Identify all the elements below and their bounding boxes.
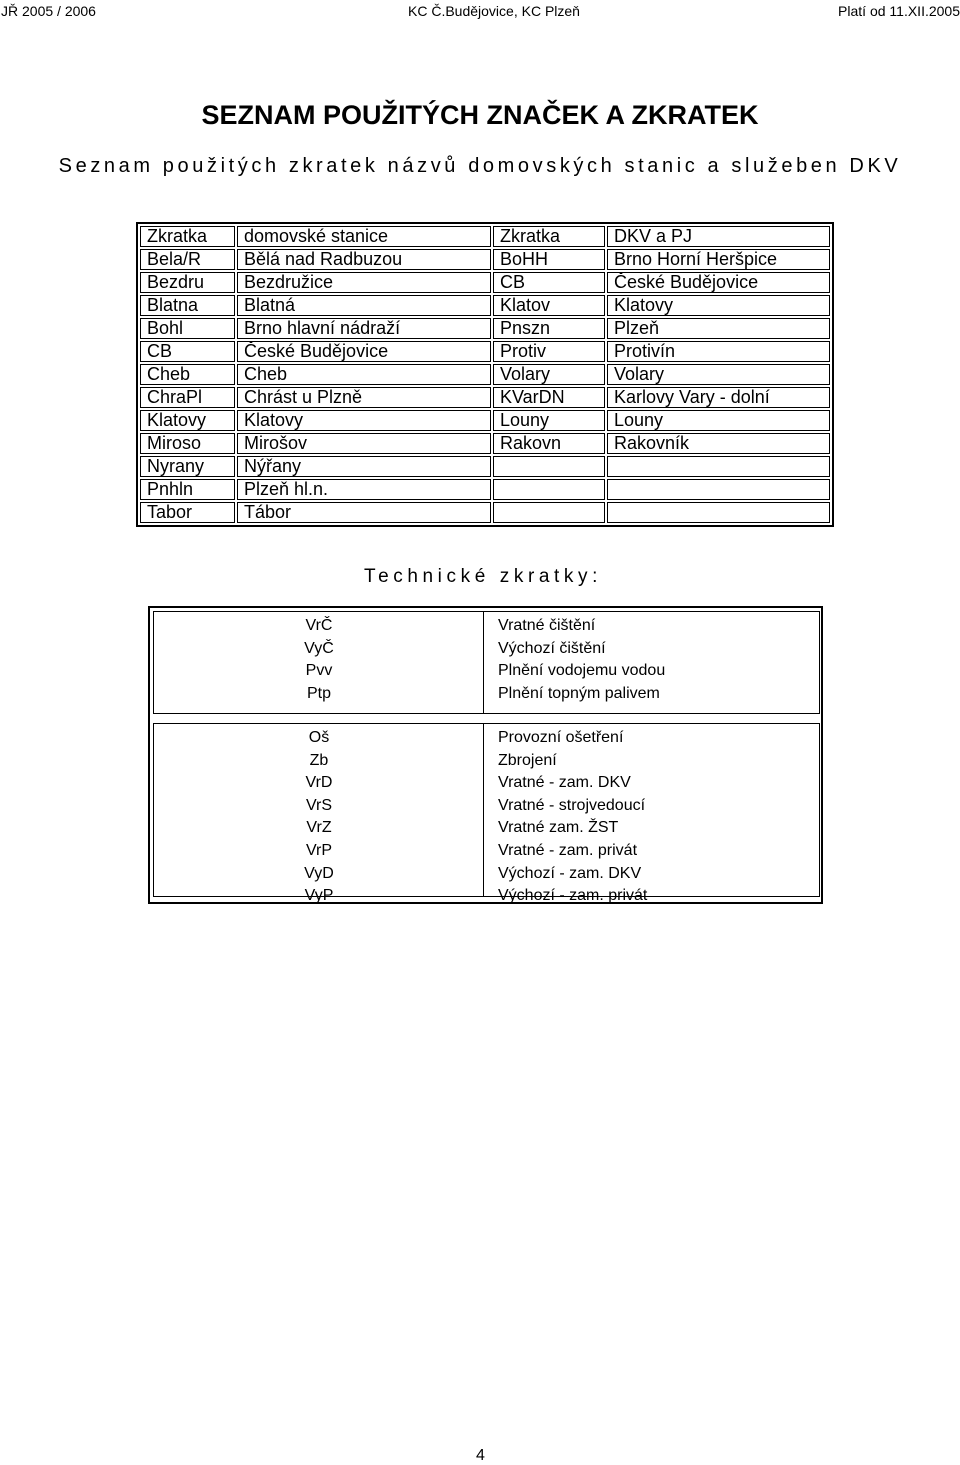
table-cell: Cheb <box>140 364 235 385</box>
list-item <box>154 840 819 862</box>
abbreviation-code: VrD <box>305 774 333 792</box>
table-cell <box>607 479 830 500</box>
table-row <box>140 479 830 500</box>
table-cell: Bezdružice <box>237 272 491 293</box>
table-row <box>140 295 830 316</box>
list-item <box>154 795 819 817</box>
abbreviation-description: Vratné - strojvedoucí <box>498 796 646 814</box>
table-cell: CB <box>140 341 235 362</box>
table-cell: KVarDN <box>493 387 605 408</box>
table-cell: Blatná <box>237 295 491 316</box>
table-row <box>140 387 830 408</box>
table-cell: Bělá nad Radbuzou <box>237 249 491 270</box>
table-row <box>140 341 830 362</box>
table-row <box>140 433 830 454</box>
column-header: domovské stanice <box>237 226 491 247</box>
table-cell: Klatovy <box>607 295 830 316</box>
table-row <box>140 272 830 293</box>
abbreviation-description: Zbrojení <box>498 751 557 769</box>
technical-abbreviations-box <box>148 606 823 904</box>
abbreviation-table <box>136 222 834 527</box>
header-center: KC Č.Budějovice, KC Plzeň <box>408 3 580 19</box>
table-cell: BoHH <box>493 249 605 270</box>
abbreviation-code: Pvv <box>305 662 333 680</box>
table-header-row <box>140 226 830 247</box>
list-item <box>154 660 819 682</box>
table-cell: Chrást u Plzně <box>237 387 491 408</box>
table-cell <box>607 456 830 477</box>
table-cell: Rakovník <box>607 433 830 454</box>
abbreviation-description: Plnění vodojemu vodou <box>498 662 666 680</box>
table-cell: Cheb <box>237 364 491 385</box>
abbreviation-description: Provozní ošetření <box>498 729 624 746</box>
abbreviation-code: VrP <box>305 842 333 859</box>
list-item <box>154 615 819 637</box>
list-item <box>154 772 819 794</box>
abbreviation-code: VyP <box>304 887 334 905</box>
table-cell: Bezdru <box>140 272 235 293</box>
abbreviation-code: VrČ <box>305 617 333 634</box>
table-cell <box>493 502 605 523</box>
technical-group <box>153 723 820 905</box>
page-subtitle: Seznam použitých zkratek názvů domovských stanic a služeben DKV <box>58 155 902 177</box>
header-right: Platí od 11.XII.2005 <box>838 3 960 19</box>
abbreviation-code: Oš <box>308 729 330 746</box>
table-cell: Karlovy Vary - dolní <box>607 387 830 408</box>
table-cell: Bohl <box>140 318 235 339</box>
technical-group <box>153 611 820 714</box>
list-item <box>154 863 819 885</box>
table-cell: ChraPl <box>140 387 235 408</box>
abbreviation-code: Zb <box>309 751 329 769</box>
table-row <box>140 456 830 477</box>
table-cell: Klatovy <box>237 410 491 431</box>
table-cell <box>493 456 605 477</box>
list-item <box>154 727 819 749</box>
list-item <box>154 750 819 772</box>
abbreviation-description: Výchozí - zam. DKV <box>498 864 642 882</box>
list-item <box>154 638 819 660</box>
table-cell: České Budějovice <box>607 272 830 293</box>
table-row <box>140 318 830 339</box>
abbreviation-description: Výchozí čištění <box>498 639 606 657</box>
list-item <box>154 885 819 907</box>
abbreviation-description: Výchozí - zam. privát <box>498 887 648 905</box>
abbreviation-description: Vratné - zam. privát <box>498 842 638 859</box>
table-cell: Pnszn <box>493 318 605 339</box>
table-cell: CB <box>493 272 605 293</box>
table-cell: Louny <box>607 410 830 431</box>
list-item <box>154 817 819 839</box>
table-cell: Plzeň hl.n. <box>237 479 491 500</box>
table-cell: Protivín <box>607 341 830 362</box>
table-cell: Klatov <box>493 295 605 316</box>
table-row <box>140 249 830 270</box>
table-cell: Tábor <box>237 502 491 523</box>
table-cell: Plzeň <box>607 318 830 339</box>
table-row <box>140 364 830 385</box>
abbreviation-code: VrS <box>305 796 333 814</box>
table-cell: Nyrany <box>140 456 235 477</box>
table-row <box>140 410 830 431</box>
abbreviation-code: Ptp <box>306 684 331 702</box>
table-cell: Klatovy <box>140 410 235 431</box>
abbreviation-description: Vratné čištění <box>498 617 596 634</box>
table-cell: Volary <box>607 364 830 385</box>
column-header: DKV a PJ <box>607 226 830 247</box>
table-cell: Pnhln <box>140 479 235 500</box>
table-cell: Brno Horní Heršpice <box>607 249 830 270</box>
abbreviation-description: Vratné - zam. DKV <box>498 774 631 792</box>
abbreviation-description: Vratné zam. ŽST <box>498 819 619 837</box>
table-cell: Louny <box>493 410 605 431</box>
list-item <box>154 683 819 705</box>
abbreviation-code: VyČ <box>304 639 334 657</box>
table-cell: Blatna <box>140 295 235 316</box>
abbreviation-code: VyD <box>304 864 334 882</box>
abbreviation-description: Plnění topným palivem <box>498 684 660 702</box>
table-cell <box>607 502 830 523</box>
page-title: SEZNAM POUŽITÝCH ZNAČEK A ZKRATEK <box>201 100 759 130</box>
table-cell: Nýřany <box>237 456 491 477</box>
table-cell: Rakovn <box>493 433 605 454</box>
column-header: Zkratka <box>140 226 235 247</box>
table-cell: Tabor <box>140 502 235 523</box>
table-cell: Miroso <box>140 433 235 454</box>
page-number: 4 <box>476 1447 485 1464</box>
technical-abbreviations-title: Technické zkratky: <box>363 566 603 587</box>
table-cell: České Budějovice <box>237 341 491 362</box>
abbreviation-table-body <box>140 226 830 523</box>
table-cell: Volary <box>493 364 605 385</box>
table-cell: Brno hlavní nádraží <box>237 318 491 339</box>
abbreviation-code: VrZ <box>306 819 332 837</box>
column-header: Zkratka <box>493 226 605 247</box>
header-left: JŘ 2005 / 2006 <box>1 3 96 19</box>
table-cell: Bela/R <box>140 249 235 270</box>
table-row <box>140 502 830 523</box>
table-cell: Mirošov <box>237 433 491 454</box>
table-cell: Protiv <box>493 341 605 362</box>
table-cell <box>493 479 605 500</box>
